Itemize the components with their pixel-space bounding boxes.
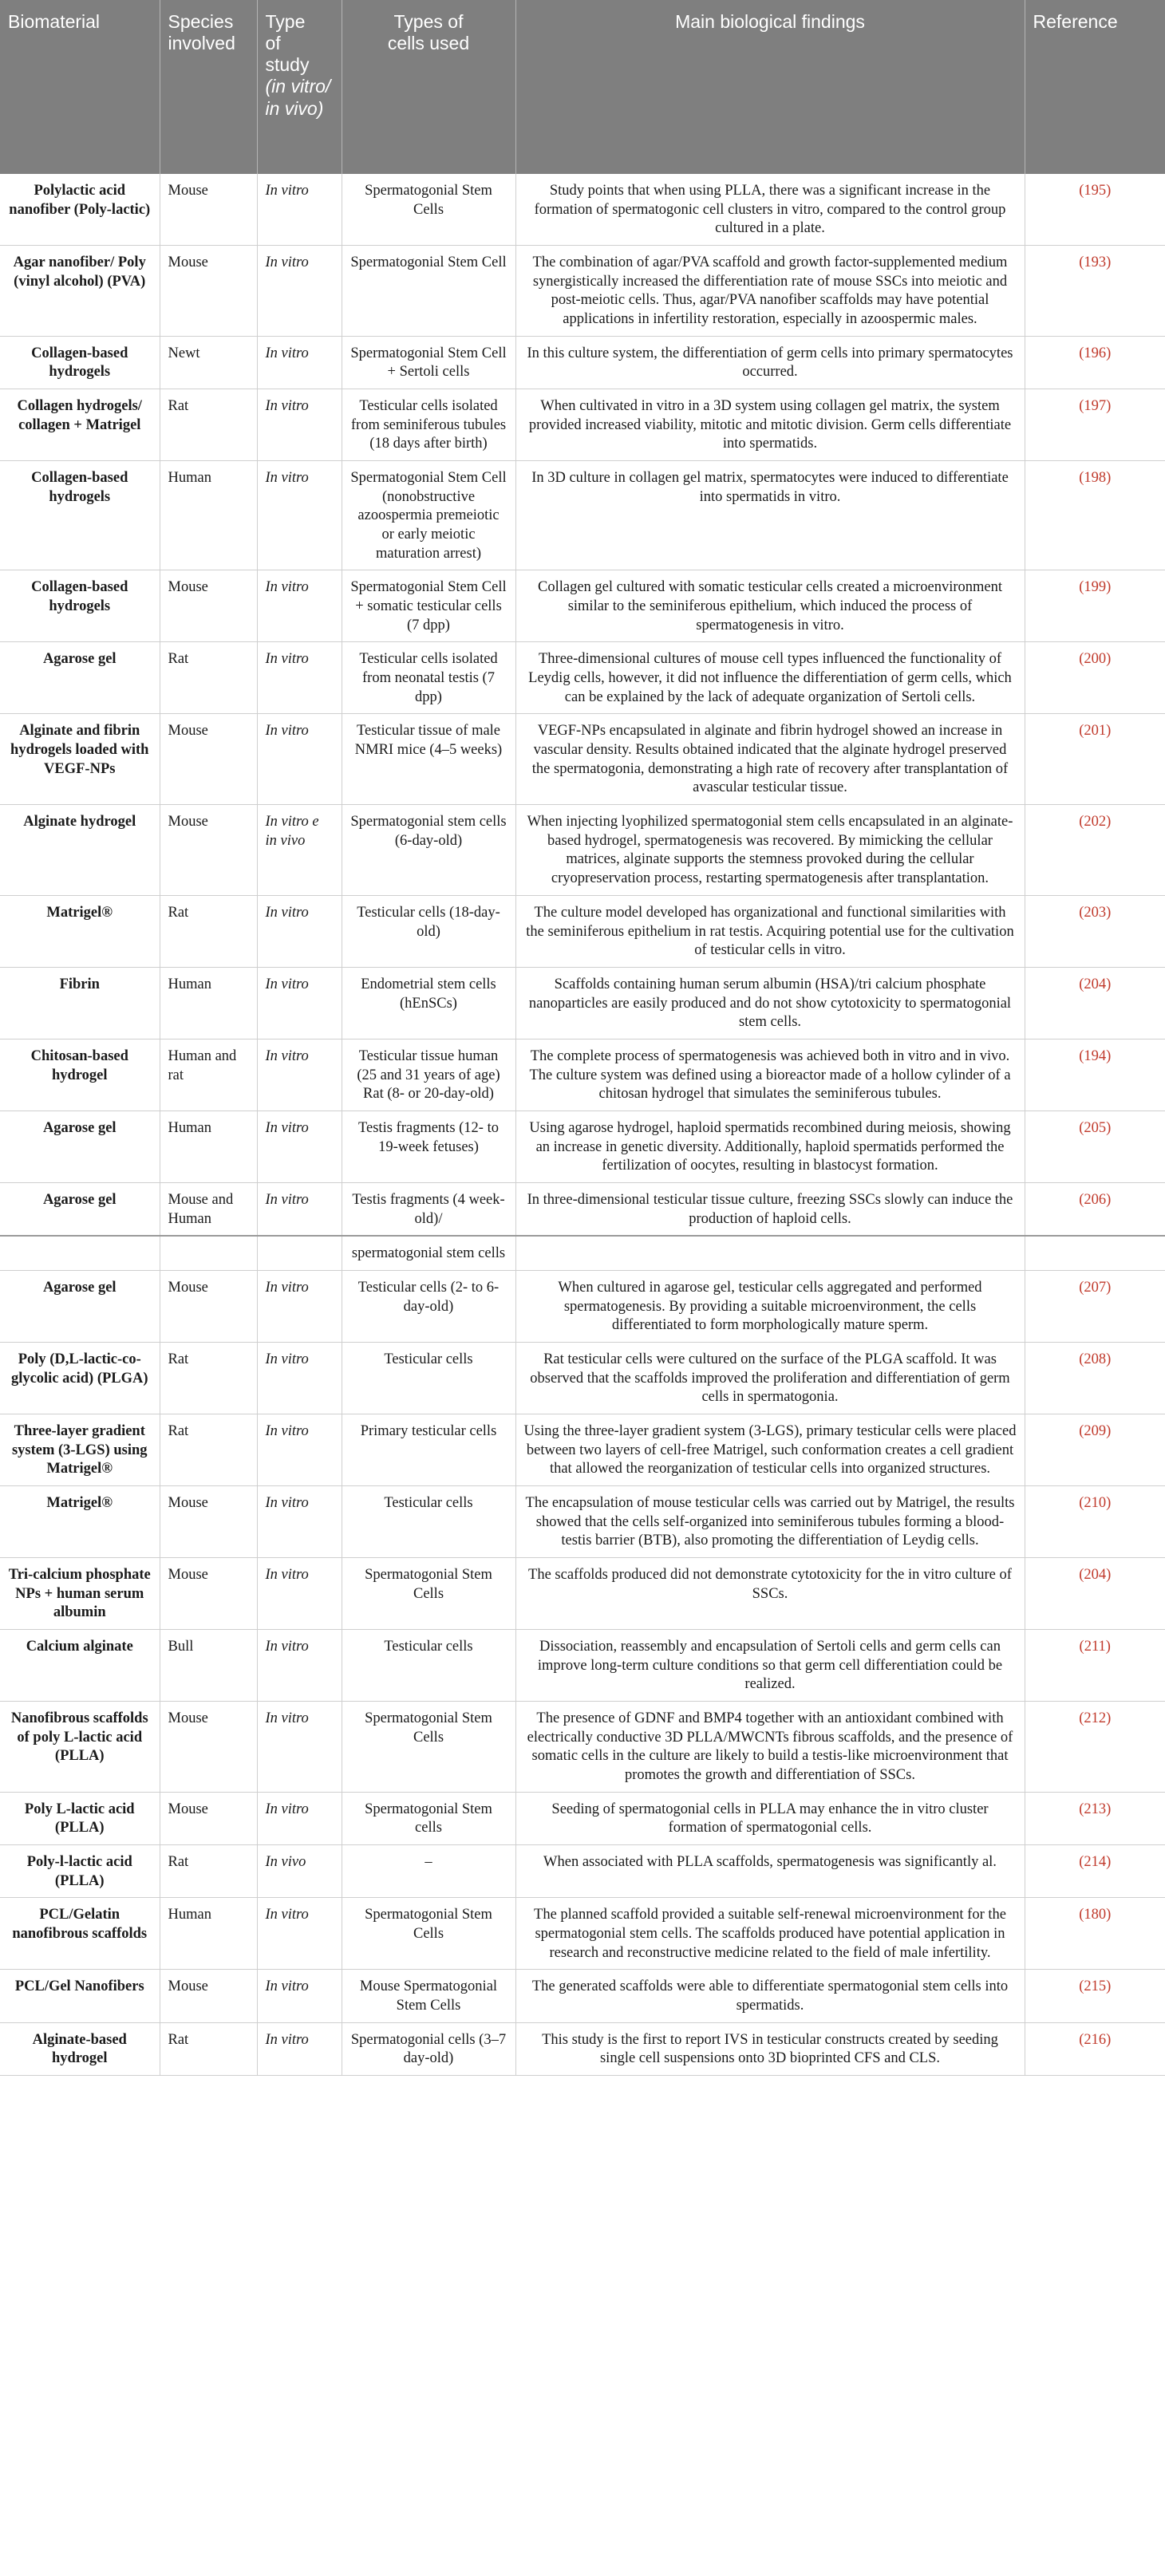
table-row: [0, 967, 1165, 1039]
table-row: [0, 336, 1165, 389]
reference-cell[interactable]: (204): [1025, 967, 1165, 1039]
cell-types-cell: Spermatogonial Stem Cell + somatic testicular cells (7 dpp): [342, 570, 515, 642]
cell-types-cell: Spermatogonial Stem Cells: [342, 1702, 515, 1793]
study-type-cell: In vitro: [257, 967, 342, 1039]
species-cell: Mouse: [160, 714, 257, 805]
cell-types-cell: Testicular cells: [342, 1342, 515, 1414]
species-cell: Mouse and Human: [160, 1182, 257, 1236]
study-type-cell: In vivo: [257, 1845, 342, 1898]
header-study-type: [257, 0, 342, 174]
reference-cell[interactable]: (214): [1025, 1845, 1165, 1898]
reference-cell[interactable]: (180): [1025, 1898, 1165, 1970]
material-cell: PCL/Gel Nanofibers: [0, 1970, 160, 2022]
cell-types-cell: Testis fragments (4 week-old)/: [342, 1182, 515, 1236]
table-row: [0, 1845, 1165, 1898]
table-body: [0, 174, 1165, 2076]
header-row: [0, 0, 1165, 174]
cell-types-cell: spermatogonial stem cells: [342, 1236, 515, 1270]
reference-cell[interactable]: (207): [1025, 1270, 1165, 1342]
material-cell: Alginate and fibrin hydrogels loaded with VEGF-NPs: [0, 714, 160, 805]
reference-cell[interactable]: (199): [1025, 570, 1165, 642]
header-species-line1: Species: [168, 11, 234, 32]
material-cell: Collagen-based hydrogels: [0, 570, 160, 642]
species-cell: Rat: [160, 389, 257, 461]
cell-types-cell: Testis fragments (12- to 19-week fetuses): [342, 1110, 515, 1182]
reference-cell[interactable]: (209): [1025, 1414, 1165, 1485]
table-row: [0, 1898, 1165, 1970]
header-cells-line1: Types of: [393, 11, 464, 32]
findings-cell: [515, 1236, 1025, 1270]
species-cell: Mouse: [160, 246, 257, 337]
cell-types-cell: –: [342, 1845, 515, 1898]
study-type-cell: In vitro: [257, 1182, 342, 1236]
cell-types-cell: Testicular cells (18-day-old): [342, 895, 515, 967]
species-cell: Human: [160, 967, 257, 1039]
table-header: [0, 0, 1165, 174]
table-row: [0, 714, 1165, 805]
findings-cell: In this culture system, the differentiation of germ cells into primary spermatocytes occurred.: [515, 336, 1025, 389]
species-cell: Rat: [160, 642, 257, 714]
species-cell: Mouse: [160, 1702, 257, 1793]
reference-cell[interactable]: (213): [1025, 1792, 1165, 1844]
findings-cell: The generated scaffolds were able to differentiate spermatogonial stem cells into spermatids.: [515, 1970, 1025, 2022]
reference-cell[interactable]: (210): [1025, 1485, 1165, 1557]
cell-types-cell: Endometrial stem cells (hEnSCs): [342, 967, 515, 1039]
study-type-cell: In vitro: [257, 1270, 342, 1342]
table-row: [0, 174, 1165, 246]
table-row: [0, 570, 1165, 642]
findings-cell: Using agarose hydrogel, haploid spermatids recombined during meiosis, showing an increase in genetic diversity. Additionally, haploid spermatids performed the fertilization of oocytes, resulting in blastocyst formation.: [515, 1110, 1025, 1182]
species-cell: Rat: [160, 1414, 257, 1485]
species-cell: Newt: [160, 336, 257, 389]
material-cell: Alginate-based hydrogel: [0, 2022, 160, 2075]
cell-types-cell: Spermatogonial stem cells (6-day-old): [342, 805, 515, 896]
findings-cell: The scaffolds produced did not demonstrate cytotoxicity for the in vitro culture of SSCs.: [515, 1557, 1025, 1629]
material-cell: Three-layer gradient system (3-LGS) using Matrigel®: [0, 1414, 160, 1485]
table-row: [0, 1110, 1165, 1182]
cell-types-cell: Testicular cells isolated from seminiferous tubules (18 days after birth): [342, 389, 515, 461]
table-row: [0, 1485, 1165, 1557]
findings-cell: The encapsulation of mouse testicular cells was carried out by Matrigel, the results showed that the cells self-organized into seminiferous tubules forming a blood-testis barrier (BTB), also promoting the differentiation of Leydig cells.: [515, 1485, 1025, 1557]
findings-cell: Collagen gel cultured with somatic testicular cells created a microenvironment similar to the seminiferous epithelium, which induced the process of spermatogenesis in vitro.: [515, 570, 1025, 642]
material-cell: Agarose gel: [0, 1270, 160, 1342]
header-study-line1: Type: [265, 11, 306, 32]
findings-cell: When injecting lyophilized spermatogonial stem cells encapsulated in an alginate-based hydrogel, spermatogenesis was recovered. By mimicking the cellular matrices, alginate supports the stemness provoked during the cellular cryopreservation process, restarting spermatogenesis after transplantation.: [515, 805, 1025, 896]
reference-cell[interactable]: (203): [1025, 895, 1165, 967]
reference-cell[interactable]: (202): [1025, 805, 1165, 896]
findings-cell: The planned scaffold provided a suitable self-renewal microenvironment for the spermatogonial stem cells. The scaffolds produced have potential application in research and reconstructive medicine related to the field of male infertility.: [515, 1898, 1025, 1970]
cell-types-cell: Spermatogonial cells (3–7 day-old): [342, 2022, 515, 2075]
findings-cell: Scaffolds containing human serum albumin (HSA)/tri calcium phosphate nanoparticles are easily produced and do not show cytotoxicity to spermatogonial stem cells.: [515, 967, 1025, 1039]
reference-cell[interactable]: (193): [1025, 246, 1165, 337]
reference-cell[interactable]: (195): [1025, 174, 1165, 246]
study-type-cell: In vitro: [257, 336, 342, 389]
material-cell: Matrigel®: [0, 895, 160, 967]
reference-cell[interactable]: (198): [1025, 461, 1165, 570]
cell-types-cell: Testicular cells: [342, 1485, 515, 1557]
table-row: [0, 461, 1165, 570]
species-cell: [160, 1236, 257, 1270]
species-cell: Human: [160, 461, 257, 570]
header-biomaterial: Biomaterial: [0, 0, 160, 174]
material-cell: Poly (D,L-lactic-co-glycolic acid) (PLGA): [0, 1342, 160, 1414]
findings-cell: The culture model developed has organizational and functional similarities with the seminiferous epithelium in rat testis. Acquiring potential use for the cultivation of testicular cells in vitro.: [515, 895, 1025, 967]
cell-types-cell: Spermatogonial Stem Cells: [342, 174, 515, 246]
header-study-italic: (in vitro/ in vivo): [265, 76, 331, 119]
material-cell: Agarose gel: [0, 642, 160, 714]
cell-types-cell: Spermatogonial Stem Cells: [342, 1557, 515, 1629]
study-type-cell: In vitro e in vivo: [257, 805, 342, 896]
study-type-cell: In vitro: [257, 1342, 342, 1414]
cell-types-cell: Spermatogonial Stem Cell (nonobstructive azoospermia premeiotic or early meiotic maturation arrest): [342, 461, 515, 570]
species-cell: Mouse: [160, 1485, 257, 1557]
table-row: [0, 1702, 1165, 1793]
table-row: [0, 1236, 1165, 1270]
header-study-line3: study: [265, 54, 310, 76]
study-type-cell: In vitro: [257, 642, 342, 714]
species-cell: Human and rat: [160, 1039, 257, 1110]
species-cell: Bull: [160, 1629, 257, 1701]
material-cell: Fibrin: [0, 967, 160, 1039]
findings-cell: The combination of agar/PVA scaffold and growth factor-supplemented medium synergistically increased the differentiation rate of mouse SSCs into meiotic and post-meiotic cells. Thus, agar/PVA nanofiber scaffolds may have potential applications in infertility restoration, especially in azoospermic males.: [515, 246, 1025, 337]
material-cell: PCL/Gelatin nanofibrous scaffolds: [0, 1898, 160, 1970]
findings-cell: Three-dimensional cultures of mouse cell types influenced the functionality of Leydig cells, however, it did not influence the differentiation of germ cells, which can be explained by the lack of adequate organization of Sertoli cells.: [515, 642, 1025, 714]
material-cell: Tri-calcium phosphate NPs + human serum albumin: [0, 1557, 160, 1629]
reference-cell[interactable]: (200): [1025, 642, 1165, 714]
reference-cell[interactable]: (204): [1025, 1557, 1165, 1629]
cell-types-cell: Spermatogonial Stem cells: [342, 1792, 515, 1844]
material-cell: Nanofibrous scaffolds of poly L-lactic acid (PLLA): [0, 1702, 160, 1793]
reference-cell[interactable]: (205): [1025, 1110, 1165, 1182]
findings-cell: VEGF-NPs encapsulated in alginate and fibrin hydrogel showed an increase in vascular density. Results obtained indicated that the alginate hydrogel preserved the spermatogonia, demonstrating a high rate of recovery after transplantation of avascular testicular tissue.: [515, 714, 1025, 805]
cell-types-cell: Testicular cells: [342, 1629, 515, 1701]
cell-types-cell: Spermatogonial Stem Cells: [342, 1898, 515, 1970]
study-type-cell: In vitro: [257, 895, 342, 967]
reference-cell[interactable]: (196): [1025, 336, 1165, 389]
study-type-cell: In vitro: [257, 1557, 342, 1629]
species-cell: Mouse: [160, 1970, 257, 2022]
cell-types-cell: Testicular cells isolated from neonatal testis (7 dpp): [342, 642, 515, 714]
findings-cell: This study is the first to report IVS in testicular constructs created by seeding single cell suspensions onto 3D bioprinted CFS and CLS.: [515, 2022, 1025, 2075]
material-cell: Alginate hydrogel: [0, 805, 160, 896]
species-cell: Rat: [160, 1845, 257, 1898]
material-cell: Collagen hydrogels/ collagen + Matrigel: [0, 389, 160, 461]
species-cell: Mouse: [160, 1270, 257, 1342]
material-cell: Calcium alginate: [0, 1629, 160, 1701]
cell-types-cell: Spermatogonial Stem Cell + Sertoli cells: [342, 336, 515, 389]
table-row: [0, 2022, 1165, 2075]
findings-cell: Seeding of spermatogonial cells in PLLA may enhance the in vitro cluster formation of spermatogonial cells.: [515, 1792, 1025, 1844]
material-cell: [0, 1236, 160, 1270]
table-row: [0, 1970, 1165, 2022]
header-study-line2: of: [265, 33, 281, 54]
table-row: [0, 389, 1165, 461]
header-findings: Main biological findings: [515, 0, 1025, 174]
study-type-cell: In vitro: [257, 1792, 342, 1844]
table-row: [0, 1270, 1165, 1342]
findings-cell: When cultivated in vitro in a 3D system using collagen gel matrix, the system provided increased viability, mitotic and mitotic division. Germ cells differentiate into spermatids.: [515, 389, 1025, 461]
findings-cell: The presence of GDNF and BMP4 together with an antioxidant combined with electrically conductive 3D PLLA/MWCNTs fibrous scaffolds, and the presence of somatic cells in the culture are likely to build a testis-like microenvironment that promotes the growth and differentiation of SSCs.: [515, 1702, 1025, 1793]
study-type-cell: In vitro: [257, 1110, 342, 1182]
reference-cell[interactable]: (211): [1025, 1629, 1165, 1701]
header-species: [160, 0, 257, 174]
reference-cell[interactable]: (201): [1025, 714, 1165, 805]
study-type-cell: In vitro: [257, 1970, 342, 2022]
study-type-cell: In vitro: [257, 246, 342, 337]
species-cell: Mouse: [160, 1792, 257, 1844]
species-cell: Mouse: [160, 1557, 257, 1629]
species-cell: Mouse: [160, 174, 257, 246]
table-row: [0, 895, 1165, 967]
header-species-line2: involved: [168, 33, 235, 54]
study-type-cell: [257, 1236, 342, 1270]
reference-cell[interactable]: (194): [1025, 1039, 1165, 1110]
table-row: [0, 246, 1165, 337]
findings-cell: Using the three-layer gradient system (3-LGS), primary testicular cells were placed between two layers of cell-free Matrigel, such conformation creates a cell gradient that allowed the reorganization of testicular cells into organized structures.: [515, 1414, 1025, 1485]
species-cell: Mouse: [160, 570, 257, 642]
study-type-cell: In vitro: [257, 2022, 342, 2075]
findings-cell: When associated with PLLA scaffolds, spermatogenesis was significantly al.: [515, 1845, 1025, 1898]
table-row: [0, 1342, 1165, 1414]
study-type-cell: In vitro: [257, 1039, 342, 1110]
reference-cell[interactable]: (208): [1025, 1342, 1165, 1414]
study-type-cell: In vitro: [257, 1485, 342, 1557]
reference-cell[interactable]: (215): [1025, 1970, 1165, 2022]
material-cell: Poly L-lactic acid (PLLA): [0, 1792, 160, 1844]
species-cell: Mouse: [160, 805, 257, 896]
cell-types-cell: Testicular cells (2- to 6-day-old): [342, 1270, 515, 1342]
header-cells-line2: cells used: [387, 33, 470, 54]
reference-cell[interactable]: (216): [1025, 2022, 1165, 2075]
study-type-cell: In vitro: [257, 389, 342, 461]
table-row: [0, 642, 1165, 714]
cell-types-cell: Spermatogonial Stem Cell: [342, 246, 515, 337]
reference-cell[interactable]: [1025, 1236, 1165, 1270]
species-cell: Rat: [160, 1342, 257, 1414]
table-row: [0, 805, 1165, 896]
reference-cell[interactable]: (197): [1025, 389, 1165, 461]
material-cell: Chitosan-based hydrogel: [0, 1039, 160, 1110]
header-reference: Reference: [1025, 0, 1165, 174]
material-cell: Collagen-based hydrogels: [0, 461, 160, 570]
species-cell: Rat: [160, 895, 257, 967]
table-row: [0, 1629, 1165, 1701]
table-row: [0, 1557, 1165, 1629]
species-cell: Rat: [160, 2022, 257, 2075]
findings-cell: The complete process of spermatogenesis was achieved both in vitro and in vivo. The culture system was defined using a bioreactor made of a hollow cylinder of a chitosan hydrogel that simulates the seminiferous tubules.: [515, 1039, 1025, 1110]
cell-types-cell: Testicular tissue human (25 and 31 years of age) Rat (8- or 20-day-old): [342, 1039, 515, 1110]
study-type-cell: In vitro: [257, 1702, 342, 1793]
table-row: [0, 1792, 1165, 1844]
findings-cell: In three-dimensional testicular tissue culture, freezing SSCs slowly can induce the production of haploid cells.: [515, 1182, 1025, 1236]
material-cell: Collagen-based hydrogels: [0, 336, 160, 389]
cell-types-cell: Primary testicular cells: [342, 1414, 515, 1485]
table-row: [0, 1039, 1165, 1110]
table-row: [0, 1414, 1165, 1485]
reference-cell[interactable]: (212): [1025, 1702, 1165, 1793]
study-type-cell: In vitro: [257, 1629, 342, 1701]
header-cell-types: [342, 0, 515, 174]
table-row: [0, 1182, 1165, 1236]
findings-cell: Study points that when using PLLA, there was a significant increase in the formation of spermatogonic cell clusters in vitro, compared to the control group cultured in a plate.: [515, 174, 1025, 246]
study-type-cell: In vitro: [257, 174, 342, 246]
material-cell: Agarose gel: [0, 1182, 160, 1236]
cell-types-cell: Testicular tissue of male NMRI mice (4–5 weeks): [342, 714, 515, 805]
species-cell: Human: [160, 1110, 257, 1182]
material-cell: Agarose gel: [0, 1110, 160, 1182]
species-cell: Human: [160, 1898, 257, 1970]
material-cell: Poly-l-lactic acid (PLLA): [0, 1845, 160, 1898]
reference-cell[interactable]: (206): [1025, 1182, 1165, 1236]
findings-cell: Rat testicular cells were cultured on the surface of the PLGA scaffold. It was observed that the scaffolds improved the proliferation and differentiation of germ cells in spermatogonia.: [515, 1342, 1025, 1414]
cell-types-cell: Mouse Spermatogonial Stem Cells: [342, 1970, 515, 2022]
material-cell: Matrigel®: [0, 1485, 160, 1557]
study-type-cell: In vitro: [257, 1898, 342, 1970]
material-cell: Polylactic acid nanofiber (Poly-lactic): [0, 174, 160, 246]
findings-cell: When cultured in agarose gel, testicular cells aggregated and performed spermatogenesis. By providing a suitable microenvironment, the cells differentiated to form morphologically mature sperm.: [515, 1270, 1025, 1342]
material-cell: Agar nanofiber/ Poly (vinyl alcohol) (PVA): [0, 246, 160, 337]
study-type-cell: In vitro: [257, 714, 342, 805]
study-type-cell: In vitro: [257, 1414, 342, 1485]
study-type-cell: In vitro: [257, 570, 342, 642]
findings-cell: Dissociation, reassembly and encapsulation of Sertoli cells and germ cells can improve long-term culture conditions so that germ cell differentiation could be realized.: [515, 1629, 1025, 1701]
findings-cell: In 3D culture in collagen gel matrix, spermatocytes were induced to differentiate into spermatids in vitro.: [515, 461, 1025, 570]
study-type-cell: In vitro: [257, 461, 342, 570]
